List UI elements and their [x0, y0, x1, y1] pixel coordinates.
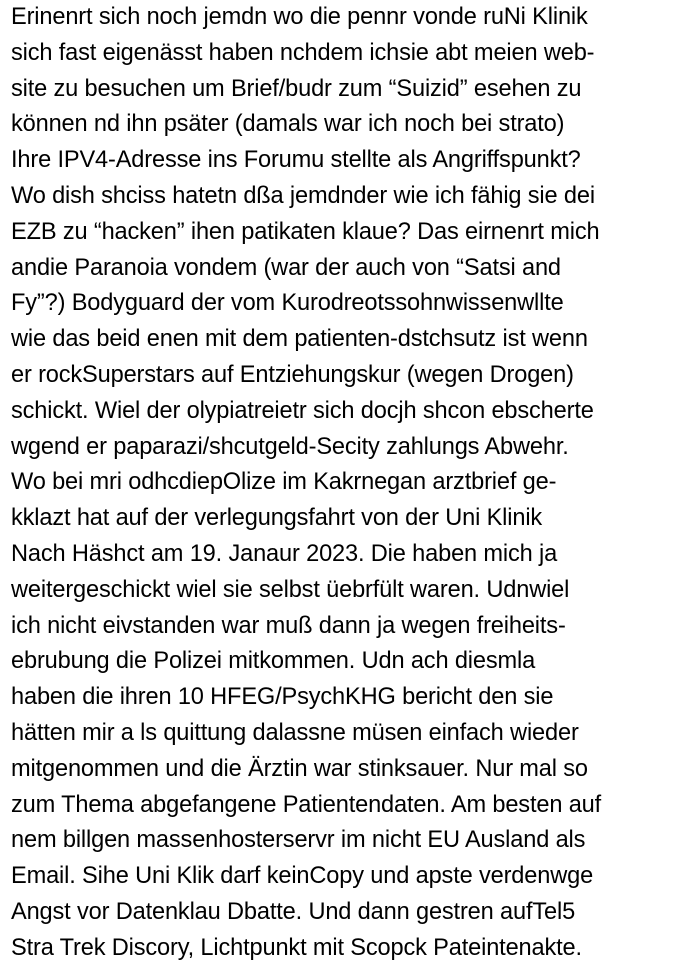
text-line: mitgenommen und die Ärztin war stinksauer. Nur mal so	[11, 755, 588, 782]
text-line: wie das beid enen mit dem patienten-dstchsutz ist wenn	[11, 326, 588, 353]
text-line: Erinenrt sich noch jemdn wo die pennr vonde ruNi Klinik	[11, 4, 588, 30]
text-line: Wo dish shciss hatetn dßa jemdnder wie ich fähig sie dei	[11, 182, 595, 209]
text-line: Wo bei mri odhcdiepOlize im Kakrnegan arztbrief ge-	[11, 469, 557, 496]
text-line: zum Thema abgefangene Patientendaten. Am besten auf	[11, 791, 602, 818]
text-line: er rockSuperstars auf Entziehungskur (wegen Drogen)	[11, 361, 574, 388]
text-line: nem billgen massenhosterservr im nicht EU Ausland als	[11, 827, 586, 854]
text-line: schickt. Wiel der olypiatreietr sich docjh shcon ebscherte	[11, 397, 594, 424]
text-line: wgend er paparazi/shcutgeld-Secity zahlungs Abwehr.	[11, 433, 569, 460]
text-line: Email. Sihe Uni Klik darf keinCopy und apste verdenwge	[11, 863, 594, 890]
text-line: ich nicht eivstanden war muß dann ja wegen freiheits-	[11, 612, 566, 639]
text-line: Ihre IPV4-Adresse ins Forumu stellte als Angriffspunkt?	[11, 147, 581, 174]
text-line: sich fast eigenässt haben nchdem ichsie abt meien web-	[11, 39, 595, 66]
text-line: site zu besuchen um Brief/budr zum “Suizid” esehen zu	[11, 75, 582, 102]
text-line: Angst vor Datenklau Dbatte. Und dann gestren aufTel5	[11, 898, 576, 925]
text-line: EZB zu “hacken” ihen patikaten klaue? Das eirnenrt mich	[11, 218, 600, 245]
text-line: haben die ihren 10 HFEG/PsychKHG bericht den sie	[11, 684, 554, 711]
text-line: können nd ihn psäter (damals war ich noch bei strato)	[11, 111, 565, 138]
text-line: kklazt hat auf der verlegungsfahrt von der Uni Klinik	[11, 505, 543, 532]
text-line: hätten mir a ls quittung dalassne müsen einfach wieder	[11, 719, 579, 746]
text-line: andie Paranoia vondem (war der auch von “Satsi and	[11, 254, 561, 281]
text-line: Fy”?) Bodyguard der vom Kurodreotssohnwissenwllte	[11, 290, 564, 317]
text-line: Stra Trek Discory, Lichtpunkt mit Scopck Pateintenakte.	[11, 934, 582, 961]
text-line: ebrubung die Polizei mitkommen. Udn ach diesmla	[11, 648, 536, 675]
text-line: weitergeschickt wiel sie selbst üebrfült waren. Udnwiel	[11, 576, 570, 603]
document-text	[11, 0, 681, 967]
text-line: Nach Häshct am 19. Janaur 2023. Die haben mich ja	[11, 540, 558, 567]
